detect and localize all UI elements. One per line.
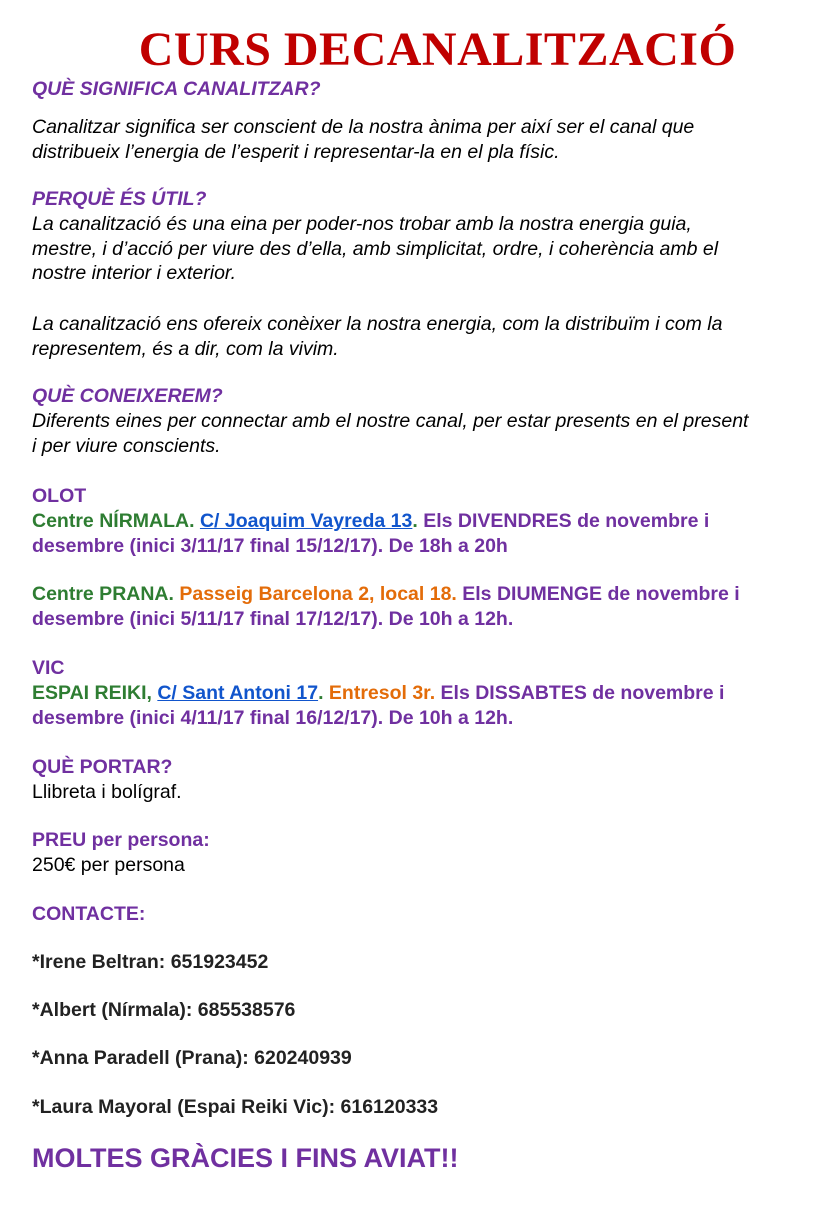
coneixerem-text [32,409,832,458]
schedule-dates: desembre (inici 4/11/17 final 16/12/17). De 10h a 12h. [32,706,514,729]
venue-address: Passeig Barcelona 2, local 18. [173,583,457,605]
significa-text [32,115,832,164]
closing-message: MOLTES GRÀCIES I FINS AVIAT!! [32,1143,459,1173]
text-line: distribueix l’energia de l’esperit i representar-la en el pla físic. [32,140,560,163]
punctuation: . [189,510,200,532]
text-line: mestre, i d’acció per viure des d’ella, amb simplicitat, ordre, i coherència amb el [32,237,719,260]
section-heading: PERQUÈ ÉS ÚTIL? [32,188,207,210]
venue-name: Centre PRANA. [32,583,174,605]
contact-item: *Laura Mayoral (Espai Reiki Vic): 616120333 [32,1096,439,1118]
venue-name: ESPAI REIKI, [32,682,158,704]
contacte-heading: CONTACTE: [32,903,146,925]
schedule-text: Els DISSABTES de novembre i [435,682,725,704]
punctuation: . [412,510,418,532]
text-line: nostre interior i exterior. [32,262,237,284]
section-heading: QUÈ SIGNIFICA CANALITZAR? [32,78,321,100]
util-text-2 [32,312,832,361]
schedule-dates: desembre (inici 5/11/17 final 17/12/17). De 10h a 12h. [32,607,514,630]
venue-nirmala [32,509,832,558]
venue-name: NÍRMALA [99,510,190,532]
section-util [32,187,832,212]
city-olot: OLOT [32,485,87,507]
text-line: Diferents eines per connectar amb el nostre canal, per estar presents en el present [32,410,749,432]
preu-text: 250€ per persona [32,854,185,876]
page-title: CURS DECANALITZACIÓ [138,23,737,76]
portar-text: Llibreta i bolígraf. [32,781,182,803]
portar-heading: QUÈ PORTAR? [32,756,173,778]
venue-floor: Entresol 3r. [323,682,436,704]
preu-heading: PREU per persona: [32,829,210,851]
venue-label: Centre [32,510,100,532]
contact-item: *Anna Paradell (Prana): 620240939 [32,1047,352,1069]
util-text-1 [32,212,832,286]
section-heading: QUÈ CONEIXEREM? [32,385,223,407]
contact-item: *Irene Beltran: 651923452 [32,951,269,973]
text-line: La canalització és una eina per poder-nos trobar amb la nostra energia guia, [32,213,692,235]
text-line: Canalitzar significa ser conscient de la nostra ànima per així ser el canal que [32,116,695,138]
address-link[interactable]: C/ Sant Antoni 17 [157,682,319,704]
text-line: i per viure conscients. [32,434,221,457]
city-vic: VIC [32,657,65,679]
contact-item: *Albert (Nírmala): 685538576 [32,999,296,1021]
venue-espai-reiki [32,681,832,730]
punctuation: . [318,682,324,704]
text-line: representem, és a dir, com la vivim. [32,337,339,360]
schedule-text: Els DIUMENGE de novembre i [456,583,740,605]
schedule-dates: desembre (inici 3/11/17 final 15/12/17). De 18h a 20h [32,534,508,557]
venue-prana [32,582,832,631]
section-coneixerem [32,384,832,409]
text-line: La canalització ens ofereix conèixer la nostra energia, com la distribuïm i com la [32,313,723,335]
address-link[interactable]: C/ Joaquim Vayreda 13 [199,510,413,532]
section-significa [32,77,832,102]
schedule-text: Els DIVENDRES de novembre i [417,510,710,532]
